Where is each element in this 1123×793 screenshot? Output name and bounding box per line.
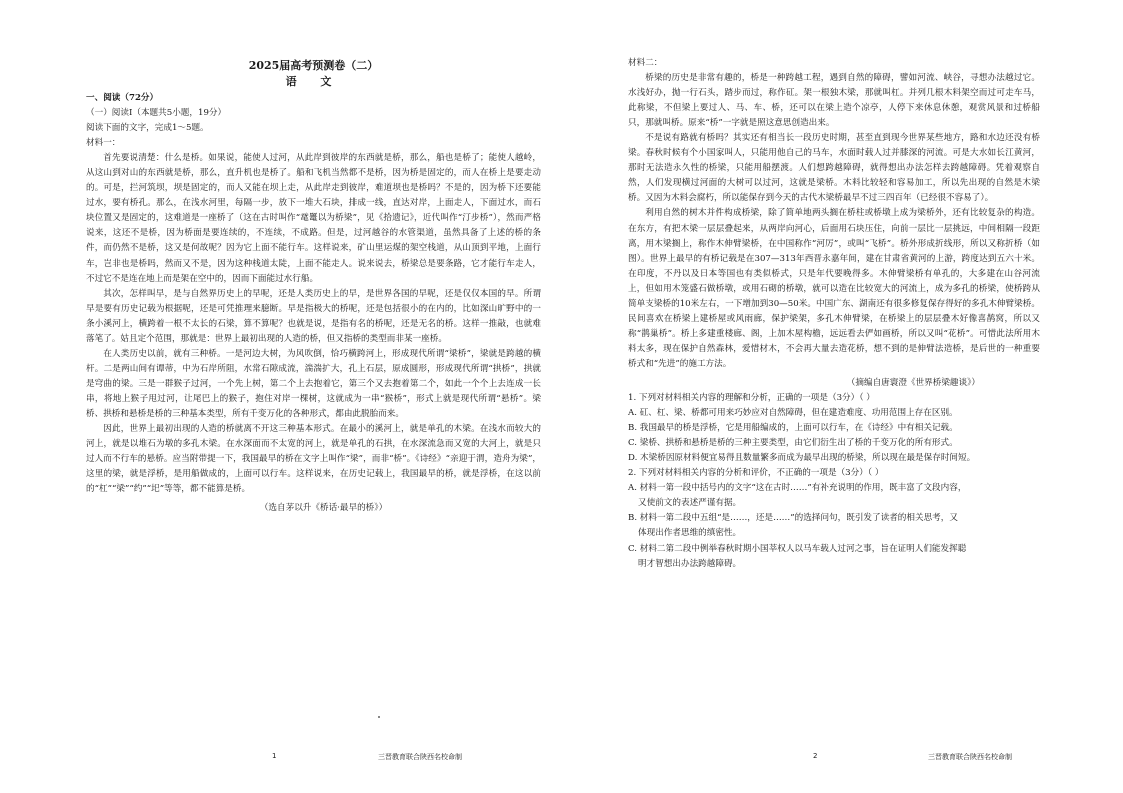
- material-two-paragraph: 不是说有路就有桥吗？其实还有相当长一段历史时期，甚至直到现今世界某些地方，路和水边还没有桥梁。春秋时候有个小国家叫人，只能用他自己的马车，水面时载人过并膝深的河流。可是大水如长江黄河，那时无法造永久性的桥梁，只能用船摆渡。人们想跨越障碍，就得想出办法怎样去跨越障碍。凭着观察自然，人们发现横过河面的大树可以过河，这就是梁桥。木料比较轻和容易加工，所以先出现的自然是木梁桥。又因为木料会腐朽，所以能保存到今天的古代木梁桥最早不过三四百年（已经很不容易了）。: [628, 133, 1040, 204]
- question-1: 1. 下列对材料相关内容的理解和分析，正确的一项是（3分）（ ）: [628, 393, 875, 404]
- left-page: [86, 56, 541, 516]
- question-2-option: B. 材料一第二段中五组“是……，还是……”的选择问句，既引发了读者的相关思考，又: [628, 513, 958, 524]
- material-one-paragraph: 其次，怎样叫早，是与自然界历史上的早呢，还是人类历史上的早，是世界各国的早呢，还是仅仅本国的早。所谓早是要有历史记载为根据呢，还是可凭推理来臆断。早是指极大的桥呢，还是包括很小的在内的，比如深山旷野中的一条小溪河上，横跨着一根不太长的石梁，算不算呢？也就是说，是指有名的桥呢，还是无名的桥。这样一推敲，也就难落笔了。姑且定个范围，那就是：世界上最初出现的人造的桥，但又指桥的类型而非某一座桥。: [86, 288, 541, 344]
- question-2-option-continuation: 又使前文的表述严谨有据。: [638, 498, 742, 509]
- question-2-option-continuation: 体现出作者思维的缜密性。: [638, 528, 742, 539]
- question-1-option: B. 我国最早的桥是浮桥，它是用船编成的，上面可以行车，在《诗经》中有相关记载。: [628, 423, 958, 434]
- page-number-right: 2: [813, 752, 818, 760]
- page-number-left: 1: [272, 752, 277, 760]
- subject-title: 语 文: [285, 75, 342, 88]
- material-one-label: 材料一：: [86, 138, 121, 149]
- material-one-paragraph: 首先要说清楚：什么是桥。如果说，能使人过河，从此岸到彼岸的东西就是桥，那么，船也是桥了；能使人越岭，从这山到对山的东西就是桥，那么，直升机也是桥了。船和飞机当然都不是桥，因为桥是固定的，而人在桥上是要走动的。可是，拦河筑坝，坝是固定的，而人又能在坝上走，从此岸走到彼岸，难道坝也是桥吗？不是的，因为桥下还要能过水，要有桥孔。那么，在浅水河里，每隔一步，放下一堆大石块，排成一线，直达对岸，上面走人，下面过水，而石块位置又是固定的，这难道是一座桥了（这在古时叫作“鼋鼍以为桥梁”，见《拾遗记》，近代叫作“汀步桥”），然而严格说来，这还不是桥，因为桥面是要连续的，不连续，不成路。但是，过河越谷的水管渠道，虽然具备了上述的桥的条件，而仍然不是桥，这又是何故呢？因为它上面不能行车。这样说来，矿山里运煤的架空栈道，从山顶到平地，上面行车，岂非也是桥吗，然而又不是，因为这种栈道太陡，上面不能走人。说来说去，桥梁总是要条路，它才能行车走人，不过它不是连在地上而是架在空中的，因而下面能过水行船。: [86, 153, 541, 284]
- question-2-option-continuation: 明才智想出办法跨越障碍。: [638, 558, 742, 569]
- material-two-label: 材料二：: [628, 58, 663, 68]
- question-1-option: C. 梁桥、拱桥和悬桥是桥的三种主要类型，由它们衍生出了桥的千变万化的所有形式。: [628, 438, 958, 449]
- material-one-paragraph: 因此，世界上最初出现的人造的桥就离不开这三种基本形式。在最小的溪河上，就是单孔的木梁。在浅水而较大的河上，就是以堆石为墩的多孔木梁。在水深面而不太宽的河上，就是单孔的石拱，在水深流急而又宽的大河上，就是只过人而不行车的悬桥。应当附带提一下，我国最早的桥在文字上叫作“梁”，而非“桥”。《诗经》“亲迎于渭，造舟为梁”，这里的梁，就是浮桥，是用船做成的，上面可以行车。这样说来，在历史记载上，我国最早的桥，就是浮桥，在这以前的“杠”“梁”“约”“圯”等等，都不能算是桥。: [86, 424, 541, 495]
- question-2: 2. 下列对材料相关内容的分析和评价，不正确的一项是（3分）（ ）: [628, 468, 884, 479]
- question-2-option: C. 材料二第二段中例举春秋时期小国莘权人以马车载人过河之事，旨在证明人们能发挥聪: [628, 543, 967, 554]
- exam-title: 2025届高考预测卷（二）: [248, 59, 379, 72]
- footer-brand-left: 三晋教育联合陕西名校命制: [378, 753, 462, 761]
- scan-speck: [378, 716, 380, 718]
- question-1-option: A. 矼、杠、梁、桥都可用来巧妙应对自然障碍，但在建造难度、功用范围上存在区别。: [628, 408, 958, 419]
- question-2-option: A. 材料一第一段中括号内的文字“这在古时……”有补充说明的作用，既丰富了文段内容，: [628, 483, 967, 494]
- subsection-heading: （一）阅读Ⅰ（本题共5小题，19分）: [86, 108, 227, 119]
- material-two-source: （摘编自唐寰澄《世界桥梁趣谈》）: [846, 377, 980, 388]
- material-two-paragraph: 桥梁的历史是非常有趣的，桥是一种跨越工程，遇到自然的障碍，譬如河流、峡谷，寻想办法越过它。水浅好办，抛一行石头，踏步而过，称作矼。架一根独木梁，那就叫杠。并列几根木料架空而过可走车马，此称梁，不但梁上要过人、马、车、桥，还可以在梁上造个凉亭，人停下来休息休憩，观赏风景和过桥船只，那就叫桥。原来“桥”一字就是照这意思创造出来。: [628, 73, 1040, 129]
- right-page: [628, 56, 1040, 572]
- footer-brand-right: 三晋教育联合陕西名校命制: [928, 753, 1012, 761]
- material-two-paragraph: 利用自然的树木并件构成桥梁，除了简单地两头搁在桥柱或桥墩上成为梁桥外，还有比较复杂的构造。在东方，有把木梁一层层叠起来，从两岸向河心，后面用石块压住，向前一层比一层挑远，中间相隔一段距离，用木梁搁上，称作木伸臂梁桥，在中国称作“河厉”，或叫“飞桥”。桥外形成折线形，所以又称折桥（如图）。世界上最早的有桥记载是在307—313年西晋永嘉年间，建在甘肃省黄河的上游，跨度达到五六十米。在印度，不丹以及日本等国也有类似桥式，只是年代要晚得多。木伸臂梁桥有单孔的，大多建在山谷河流上，但如用木笼盛石做桥墩，或用石砌的桥墩，就可以造在比较宽大的河流上，成为多孔的桥梁，使桥跨从简单支梁桥的10米左右，一下增加到30—50米。中国广东、湖南还有很多修复保存得好的多孔木伸臂梁桥。民间喜欢在桥梁上建桥屋或风雨廊，保护梁架，多孔木伸臂梁，在桥梁上的层层叠木好像喜鹊窝，所以又称“鹊巢桥”。桥上多建重楼廊、阁，上加木屋构檐，远远看去俨如画桥，所以又叫“花桥”。可惜此法所用木料太多，现在保护自然森林，爱惜材木，不会再大量去造花桥，想不到的是伸臂法造桥，是后世的一种重要桥式和“先进”的施工方法。: [628, 208, 1040, 369]
- instruction-text: 阅读下面的文字，完成1～5题。: [86, 123, 209, 134]
- material-one-paragraph: 在人类历史以前，就有三种桥。一是河边大树，为风吹倒，恰巧横跨河上，形成现代所谓“梁桥”，梁就是跨越的横杆。二是两山间有谭蒂，中为石岸所阻，水常石隙成流，湍湍扩大，孔上石层，原成圆形，形成现代所谓“拱桥”，拱就是穹曲的梁。三是一群猴子过河，一个先上树，第二个上去抱着它，第三个又去抱着第二个，如此一个个上去连成一长串，将地上猴子甩过河，让尾巴上的猴子，抱住对岸一棵树，这就成为一串“猴桥”，形式上就是现代所谓“悬桥”。梁桥、拱桥和悬桥是桥的三种基本类型，所有千变万化的各种形式，都由此脱胎而来。: [86, 348, 541, 419]
- material-one-source: （选自茅以升《桥话·最早的桥》）: [259, 503, 388, 514]
- section-heading: 一、阅读（72分）: [86, 93, 159, 103]
- question-1-option: D. 木梁桥因原材料便宜易得且数量繁多而成为最早出现的桥梁，所以现在最是保存时间短。: [628, 453, 976, 464]
